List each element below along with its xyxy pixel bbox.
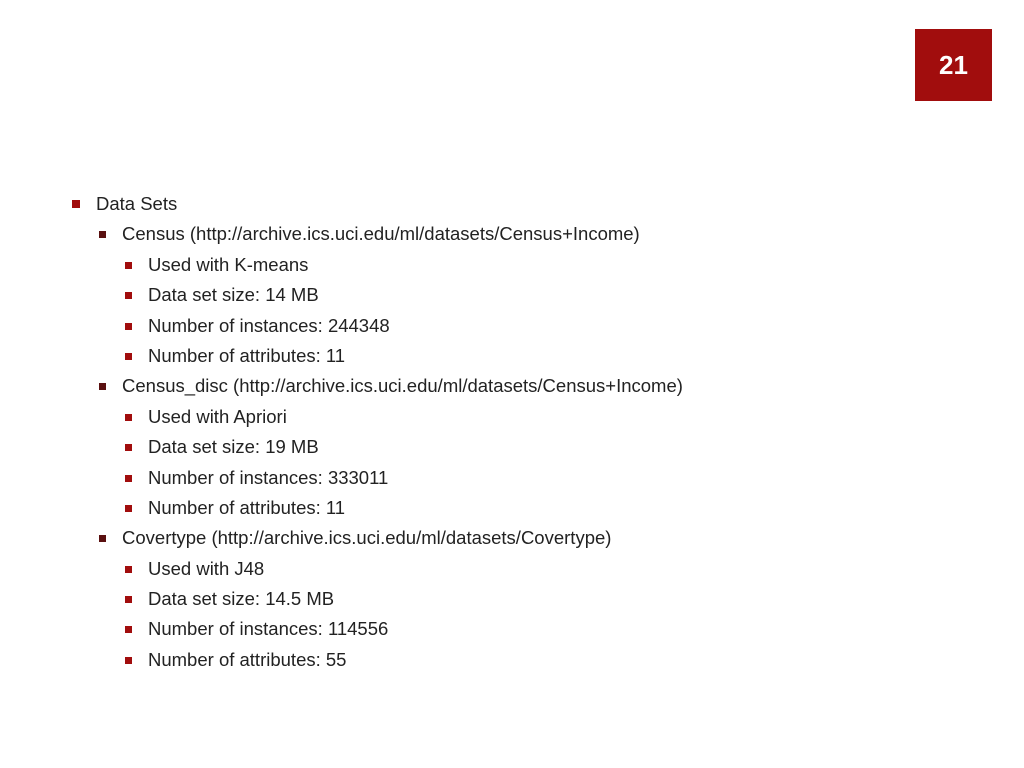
square-bullet-icon <box>125 292 132 299</box>
dataset-title-text: Census (http://archive.ics.uci.edu/ml/datasets/Census+Income) <box>122 223 640 245</box>
dataset-detail-text: Number of attributes: 11 <box>148 344 346 366</box>
dataset-detail-text: Data set size: 14.5 MB <box>148 588 335 610</box>
dataset-detail <box>0 280 1024 310</box>
square-bullet-icon <box>125 353 132 360</box>
square-bullet-icon <box>125 475 132 482</box>
dataset-detail-text: Number of instances: 244348 <box>148 314 390 336</box>
dataset-detail <box>0 584 1024 614</box>
square-bullet-icon <box>99 535 106 542</box>
square-bullet-icon <box>125 626 132 633</box>
dataset-detail <box>0 614 1024 644</box>
dataset-detail <box>0 341 1024 371</box>
dataset-detail <box>0 645 1024 675</box>
dataset-detail-text: Used with J48 <box>148 557 265 579</box>
heading-text: Data Sets <box>96 193 178 214</box>
square-bullet-icon <box>125 596 132 603</box>
dataset-title <box>0 371 1024 401</box>
square-bullet-icon <box>99 231 106 238</box>
dataset-title <box>0 219 1024 249</box>
slide-number: 21 <box>939 49 968 80</box>
dataset-detail <box>0 463 1024 493</box>
bullet-list <box>0 189 1024 675</box>
bullet-heading <box>0 189 1024 219</box>
dataset-detail <box>0 311 1024 341</box>
square-bullet-icon <box>125 444 132 451</box>
dataset-detail-text: Data set size: 19 MB <box>148 436 319 458</box>
square-bullet-icon <box>125 566 132 573</box>
dataset-title <box>0 523 1024 553</box>
dataset-detail <box>0 250 1024 280</box>
square-bullet-icon <box>125 414 132 421</box>
square-bullet-icon <box>99 383 106 390</box>
dataset-detail-text: Data set size: 14 MB <box>148 284 319 306</box>
dataset-detail <box>0 402 1024 432</box>
dataset-detail <box>0 432 1024 462</box>
dataset-detail-text: Number of attributes: 55 <box>148 648 347 670</box>
dataset-detail-text: Number of instances: 114556 <box>148 618 389 640</box>
dataset-title-text: Covertype (http://archive.ics.uci.edu/ml/datasets/Covertype) <box>122 527 612 549</box>
dataset-detail-text: Number of instances: 333011 <box>148 466 389 488</box>
dataset-detail-text: Number of attributes: 11 <box>148 496 346 518</box>
square-bullet-icon <box>72 200 80 208</box>
dataset-detail-text: Used with K-means <box>148 253 309 275</box>
square-bullet-icon <box>125 262 132 269</box>
square-bullet-icon <box>125 657 132 664</box>
dataset-detail <box>0 493 1024 523</box>
square-bullet-icon <box>125 323 132 330</box>
square-bullet-icon <box>125 505 132 512</box>
dataset-title-text: Census_disc (http://archive.ics.uci.edu/ml/datasets/Census+Income) <box>122 375 683 397</box>
dataset-detail <box>0 554 1024 584</box>
slide-number-badge <box>915 29 992 101</box>
dataset-detail-text: Used with Apriori <box>148 405 287 427</box>
